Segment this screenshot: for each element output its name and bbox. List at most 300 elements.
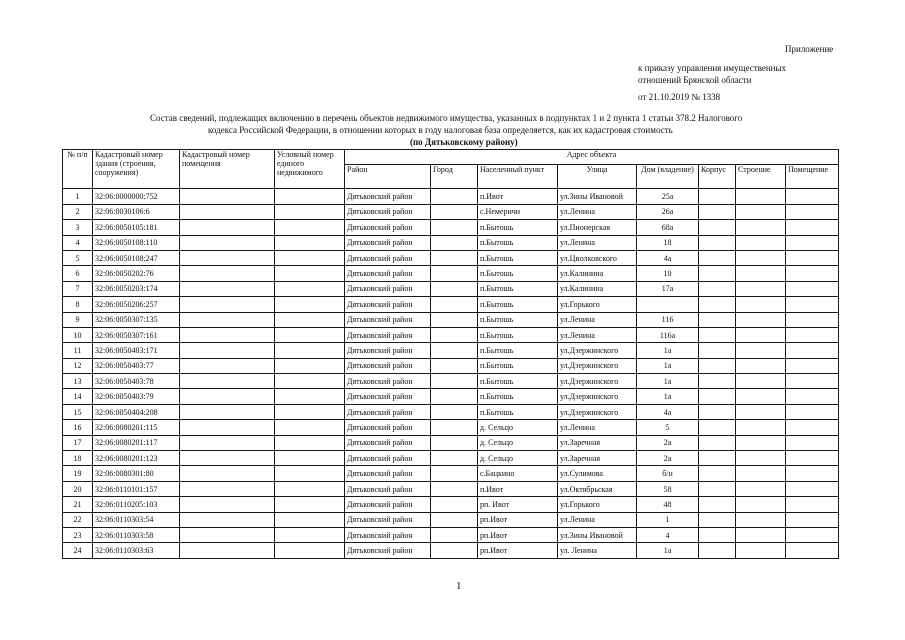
cell-cadastral-building: 32:06:0030106:6 xyxy=(93,204,180,219)
cell-cadastral-room xyxy=(180,389,275,404)
table-row xyxy=(63,435,839,450)
cell-room xyxy=(786,297,839,312)
cell-conditional-number xyxy=(275,543,345,558)
cell-structure xyxy=(736,466,786,481)
table-row xyxy=(63,297,839,312)
cell-conditional-number xyxy=(275,512,345,527)
cell-building xyxy=(699,512,736,527)
cell-structure xyxy=(736,312,786,327)
cell-house: 58 xyxy=(637,481,699,496)
cell-city xyxy=(431,481,478,496)
header-num: № п/п xyxy=(63,150,93,189)
cell-house: 116 xyxy=(637,312,699,327)
cell-conditional-number xyxy=(275,451,345,466)
cell-building xyxy=(699,250,736,265)
cell-settlement: п.Ивот xyxy=(478,481,558,496)
cell-cadastral-building: 32:06:0050108:110 xyxy=(93,235,180,250)
cell-num: 10 xyxy=(63,327,93,342)
document-title-line2: кодекса Российской Федерации, в отношении которых в году налоговая база определяется, как их кадастровая стоимость xyxy=(208,125,673,135)
cell-cadastral-room xyxy=(180,481,275,496)
cell-house: 10 xyxy=(637,266,699,281)
cell-settlement: п.Бытошь xyxy=(478,266,558,281)
header-house: Дом (владение) xyxy=(637,165,699,189)
cell-cadastral-building: 32:06:0050203:174 xyxy=(93,281,180,296)
cell-district: Дятьковский район xyxy=(345,189,431,204)
cell-num: 24 xyxy=(63,543,93,558)
cell-room xyxy=(786,220,839,235)
cell-district: Дятьковский район xyxy=(345,266,431,281)
cell-house: 48 xyxy=(637,497,699,512)
cell-district: Дятьковский район xyxy=(345,297,431,312)
cell-building xyxy=(699,358,736,373)
cell-settlement: п.Бытошь xyxy=(478,343,558,358)
cell-room xyxy=(786,250,839,265)
cell-house: 68а xyxy=(637,220,699,235)
cell-structure xyxy=(736,527,786,542)
cell-building xyxy=(699,343,736,358)
cell-conditional-number xyxy=(275,189,345,204)
cell-district: Дятьковский район xyxy=(345,374,431,389)
cell-street: ул.Заречная xyxy=(558,451,637,466)
cell-num: 11 xyxy=(63,343,93,358)
cell-room xyxy=(786,204,839,219)
cell-num: 16 xyxy=(63,420,93,435)
cell-num: 12 xyxy=(63,358,93,373)
cell-city xyxy=(431,358,478,373)
order-date-number: от 21.10.2019 № 1338 xyxy=(638,92,721,102)
cell-building xyxy=(699,327,736,342)
cell-room xyxy=(786,327,839,342)
cell-house: 25а xyxy=(637,189,699,204)
cell-building xyxy=(699,466,736,481)
table-row xyxy=(63,404,839,419)
cell-settlement: рп.Ивот xyxy=(478,527,558,542)
table-row xyxy=(63,266,839,281)
cell-house: б/н xyxy=(637,466,699,481)
cell-num: 3 xyxy=(63,220,93,235)
cell-house: 2а xyxy=(637,435,699,450)
table-row xyxy=(63,312,839,327)
cell-structure xyxy=(736,389,786,404)
cell-district: Дятьковский район xyxy=(345,466,431,481)
cell-structure xyxy=(736,220,786,235)
cell-settlement: п.Бытошь xyxy=(478,220,558,235)
cell-conditional-number xyxy=(275,358,345,373)
cell-street: ул.Ленина xyxy=(558,512,637,527)
cell-cadastral-room xyxy=(180,312,275,327)
cell-city xyxy=(431,497,478,512)
header-room: Помещение xyxy=(786,165,839,189)
order-reference-line2: отношений Брянской области xyxy=(638,75,752,85)
table-row xyxy=(63,543,839,558)
cell-city xyxy=(431,527,478,542)
table-header-row xyxy=(63,150,839,165)
table-row xyxy=(63,189,839,204)
cell-room xyxy=(786,420,839,435)
cell-room xyxy=(786,189,839,204)
cell-room xyxy=(786,312,839,327)
cell-street: ул.Дзержинского xyxy=(558,404,637,419)
table-row xyxy=(63,512,839,527)
cell-conditional-number xyxy=(275,481,345,496)
table-row xyxy=(63,481,839,496)
table-row xyxy=(63,497,839,512)
cell-street: ул.Горького xyxy=(558,497,637,512)
cell-num: 5 xyxy=(63,250,93,265)
cell-street: ул.Дзержинского xyxy=(558,343,637,358)
cell-room xyxy=(786,481,839,496)
cell-building xyxy=(699,266,736,281)
cell-house: 4 xyxy=(637,527,699,542)
cell-building xyxy=(699,435,736,450)
cell-structure xyxy=(736,281,786,296)
cell-cadastral-building: 32:06:0110303:63 xyxy=(93,543,180,558)
cell-conditional-number xyxy=(275,527,345,542)
cell-conditional-number xyxy=(275,312,345,327)
cell-settlement: п.Бытошь xyxy=(478,404,558,419)
cell-structure xyxy=(736,543,786,558)
cell-building xyxy=(699,204,736,219)
cell-cadastral-building: 32:06:0050206:257 xyxy=(93,297,180,312)
cell-city xyxy=(431,420,478,435)
cell-structure xyxy=(736,235,786,250)
cell-street: ул.Ленина xyxy=(558,312,637,327)
cell-structure xyxy=(736,358,786,373)
cell-city xyxy=(431,250,478,265)
table-row xyxy=(63,250,839,265)
cell-street: ул.Циолковского xyxy=(558,250,637,265)
cell-city xyxy=(431,374,478,389)
cell-conditional-number xyxy=(275,389,345,404)
cell-conditional-number xyxy=(275,343,345,358)
table-row xyxy=(63,358,839,373)
cell-building xyxy=(699,235,736,250)
cell-cadastral-building: 32:06:0080201:117 xyxy=(93,435,180,450)
table-row xyxy=(63,204,839,219)
page-number: 1 xyxy=(456,580,462,592)
cell-room xyxy=(786,404,839,419)
cell-building xyxy=(699,543,736,558)
cell-settlement: п.Бытошь xyxy=(478,374,558,389)
cell-num: 13 xyxy=(63,374,93,389)
cell-house: 1а xyxy=(637,343,699,358)
cell-building xyxy=(699,220,736,235)
cell-building xyxy=(699,497,736,512)
cell-street: ул.Ленина xyxy=(558,327,637,342)
cell-num: 7 xyxy=(63,281,93,296)
cell-structure xyxy=(736,189,786,204)
cell-conditional-number xyxy=(275,297,345,312)
cell-city xyxy=(431,404,478,419)
cell-city xyxy=(431,235,478,250)
cell-house: 1а xyxy=(637,358,699,373)
cell-city xyxy=(431,281,478,296)
header-street: Улица xyxy=(558,165,637,189)
cell-num: 19 xyxy=(63,466,93,481)
cell-settlement: д. Сельцо xyxy=(478,435,558,450)
cell-city xyxy=(431,389,478,404)
cell-settlement: с.Немеричи xyxy=(478,204,558,219)
cell-cadastral-building: 32:06:0080201:115 xyxy=(93,420,180,435)
cell-num: 17 xyxy=(63,435,93,450)
cell-settlement: д. Сельцо xyxy=(478,451,558,466)
header-city: Город xyxy=(431,165,478,189)
cell-street: ул.Дзержинского xyxy=(558,374,637,389)
cell-settlement: п.Ивот xyxy=(478,189,558,204)
cell-house: 2а xyxy=(637,451,699,466)
cell-building xyxy=(699,527,736,542)
cell-house: 26а xyxy=(637,204,699,219)
cell-cadastral-building: 32:06:0050307:161 xyxy=(93,327,180,342)
cell-room xyxy=(786,235,839,250)
cell-district: Дятьковский район xyxy=(345,220,431,235)
cell-district: Дятьковский район xyxy=(345,389,431,404)
cell-cadastral-room xyxy=(180,374,275,389)
cell-cadastral-room xyxy=(180,220,275,235)
cell-cadastral-building: 32:06:0050403:77 xyxy=(93,358,180,373)
cell-room xyxy=(786,281,839,296)
cell-num: 18 xyxy=(63,451,93,466)
cell-cadastral-room xyxy=(180,297,275,312)
header-cadastral-room: Кадастровый номер помещения xyxy=(180,150,275,189)
table-row xyxy=(63,374,839,389)
cell-conditional-number xyxy=(275,435,345,450)
cell-conditional-number xyxy=(275,327,345,342)
cell-structure xyxy=(736,297,786,312)
property-register-table xyxy=(62,149,839,559)
cell-num: 20 xyxy=(63,481,93,496)
cell-district: Дятьковский район xyxy=(345,512,431,527)
cell-settlement: рп.Ивот xyxy=(478,512,558,527)
cell-conditional-number xyxy=(275,250,345,265)
cell-street: ул.Дзержинского xyxy=(558,358,637,373)
cell-num: 21 xyxy=(63,497,93,512)
cell-house: 4а xyxy=(637,250,699,265)
cell-structure xyxy=(736,327,786,342)
cell-conditional-number xyxy=(275,374,345,389)
cell-cadastral-room xyxy=(180,497,275,512)
cell-street: ул.Калинина xyxy=(558,281,637,296)
cell-room xyxy=(786,358,839,373)
cell-cadastral-room xyxy=(180,189,275,204)
cell-street: ул.Сулимова xyxy=(558,466,637,481)
cell-house: 1а xyxy=(637,374,699,389)
cell-structure xyxy=(736,266,786,281)
table-row xyxy=(63,527,839,542)
cell-settlement: п.Бытошь xyxy=(478,250,558,265)
cell-city xyxy=(431,466,478,481)
document-title-line1: Состав сведений, подлежащих включению в перечень объектов недвижимого имущества, указанных в подпунктах 1 и 2 пункта 1 статьи 378.2 Налогового xyxy=(150,113,743,123)
cell-settlement: п.Бытошь xyxy=(478,358,558,373)
cell-num: 1 xyxy=(63,189,93,204)
cell-structure xyxy=(736,512,786,527)
cell-building xyxy=(699,481,736,496)
header-building: Корпус xyxy=(699,165,736,189)
cell-conditional-number xyxy=(275,466,345,481)
cell-city xyxy=(431,204,478,219)
cell-conditional-number xyxy=(275,204,345,219)
cell-conditional-number xyxy=(275,220,345,235)
cell-district: Дятьковский район xyxy=(345,204,431,219)
cell-house: 1а xyxy=(637,389,699,404)
cell-building xyxy=(699,451,736,466)
cell-settlement: рп.Ивот xyxy=(478,543,558,558)
cell-conditional-number xyxy=(275,235,345,250)
cell-structure xyxy=(736,343,786,358)
cell-cadastral-building: 32:06:0050404:208 xyxy=(93,404,180,419)
cell-num: 15 xyxy=(63,404,93,419)
cell-settlement: п.Бытошь xyxy=(478,297,558,312)
cell-city xyxy=(431,266,478,281)
cell-settlement: д. Сельцо xyxy=(478,420,558,435)
cell-cadastral-room xyxy=(180,527,275,542)
appendix-label: Приложение xyxy=(785,44,834,54)
table-row xyxy=(63,420,839,435)
cell-cadastral-building: 32:06:0050105:181 xyxy=(93,220,180,235)
cell-house: 5 xyxy=(637,420,699,435)
table-row xyxy=(63,343,839,358)
cell-conditional-number xyxy=(275,497,345,512)
cell-district: Дятьковский район xyxy=(345,481,431,496)
cell-city xyxy=(431,435,478,450)
header-structure: Строение xyxy=(736,165,786,189)
cell-cadastral-room xyxy=(180,266,275,281)
cell-district: Дятьковский район xyxy=(345,343,431,358)
cell-city xyxy=(431,297,478,312)
table-row xyxy=(63,220,839,235)
cell-street: ул.Зины Ивановой xyxy=(558,189,637,204)
cell-room xyxy=(786,543,839,558)
cell-num: 22 xyxy=(63,512,93,527)
cell-num: 6 xyxy=(63,266,93,281)
cell-room xyxy=(786,374,839,389)
cell-district: Дятьковский район xyxy=(345,312,431,327)
cell-cadastral-room xyxy=(180,543,275,558)
cell-settlement: п.Бытошь xyxy=(478,281,558,296)
document-subtitle-district: (по Дятьковскому району) xyxy=(410,137,518,147)
table-body xyxy=(63,189,839,558)
cell-settlement: п.Бытошь xyxy=(478,235,558,250)
cell-settlement: с.Бацкино xyxy=(478,466,558,481)
cell-building xyxy=(699,389,736,404)
cell-building xyxy=(699,312,736,327)
cell-district: Дятьковский район xyxy=(345,250,431,265)
cell-structure xyxy=(736,420,786,435)
cell-street: ул. Ленина xyxy=(558,543,637,558)
cell-street: ул.Ленина xyxy=(558,235,637,250)
cell-district: Дятьковский район xyxy=(345,404,431,419)
header-cadastral-building: Кадастровый номер здания (строения, сооружения) xyxy=(93,150,180,189)
cell-num: 2 xyxy=(63,204,93,219)
cell-district: Дятьковский район xyxy=(345,497,431,512)
cell-street: ул.Калинина xyxy=(558,266,637,281)
cell-structure xyxy=(736,435,786,450)
cell-conditional-number xyxy=(275,404,345,419)
cell-building xyxy=(699,189,736,204)
table-row xyxy=(63,466,839,481)
cell-num: 14 xyxy=(63,389,93,404)
cell-district: Дятьковский район xyxy=(345,543,431,558)
cell-building xyxy=(699,297,736,312)
cell-settlement: п.Бытошь xyxy=(478,327,558,342)
cell-cadastral-room xyxy=(180,281,275,296)
cell-house: 1а xyxy=(637,543,699,558)
cell-cadastral-room xyxy=(180,327,275,342)
cell-cadastral-building: 32:06:0110205:103 xyxy=(93,497,180,512)
cell-house xyxy=(637,297,699,312)
cell-num: 9 xyxy=(63,312,93,327)
cell-district: Дятьковский район xyxy=(345,281,431,296)
cell-structure xyxy=(736,374,786,389)
cell-cadastral-building: 32:06:0050403:171 xyxy=(93,343,180,358)
cell-district: Дятьковский район xyxy=(345,358,431,373)
cell-room xyxy=(786,389,839,404)
cell-structure xyxy=(736,451,786,466)
cell-cadastral-room xyxy=(180,235,275,250)
table-row xyxy=(63,327,839,342)
cell-district: Дятьковский район xyxy=(345,435,431,450)
cell-cadastral-room xyxy=(180,512,275,527)
cell-cadastral-room xyxy=(180,451,275,466)
cell-room xyxy=(786,497,839,512)
cell-structure xyxy=(736,250,786,265)
cell-room xyxy=(786,343,839,358)
order-reference-line1: к приказу управления имущественных xyxy=(638,63,787,73)
cell-street: ул.Зины Ивановой xyxy=(558,527,637,542)
cell-num: 4 xyxy=(63,235,93,250)
cell-conditional-number xyxy=(275,281,345,296)
cell-cadastral-building: 32:06:0110303:54 xyxy=(93,512,180,527)
cell-conditional-number xyxy=(275,266,345,281)
cell-cadastral-building: 32:06:0000000:752 xyxy=(93,189,180,204)
cell-city xyxy=(431,543,478,558)
cell-house: 1 xyxy=(637,512,699,527)
cell-num: 8 xyxy=(63,297,93,312)
cell-city xyxy=(431,220,478,235)
cell-cadastral-room xyxy=(180,204,275,219)
cell-house: 116а xyxy=(637,327,699,342)
header-conditional-number: Условный номер единого недвижимого xyxy=(275,150,345,189)
cell-city xyxy=(431,343,478,358)
cell-room xyxy=(786,527,839,542)
cell-conditional-number xyxy=(275,420,345,435)
cell-city xyxy=(431,512,478,527)
cell-room xyxy=(786,435,839,450)
cell-city xyxy=(431,189,478,204)
header-address: Адрес объекта xyxy=(345,150,839,165)
cell-cadastral-building: 32:06:0110303:58 xyxy=(93,527,180,542)
header-district: Район xyxy=(345,165,431,189)
cell-street: ул.Дзержинского xyxy=(558,389,637,404)
cell-street: ул.Ленина xyxy=(558,420,637,435)
cell-room xyxy=(786,451,839,466)
cell-settlement: рп. Ивот xyxy=(478,497,558,512)
cell-city xyxy=(431,327,478,342)
table-row xyxy=(63,235,839,250)
cell-house: 18 xyxy=(637,235,699,250)
cell-settlement: п.Бытошь xyxy=(478,312,558,327)
cell-cadastral-building: 32:06:0050403:79 xyxy=(93,389,180,404)
cell-street: ул.Заречная xyxy=(558,435,637,450)
cell-house: 4а xyxy=(637,404,699,419)
cell-structure xyxy=(736,481,786,496)
table-row xyxy=(63,389,839,404)
cell-cadastral-building: 32:06:0080301:80 xyxy=(93,466,180,481)
cell-city xyxy=(431,312,478,327)
cell-cadastral-room xyxy=(180,435,275,450)
cell-district: Дятьковский район xyxy=(345,235,431,250)
cell-structure xyxy=(736,204,786,219)
